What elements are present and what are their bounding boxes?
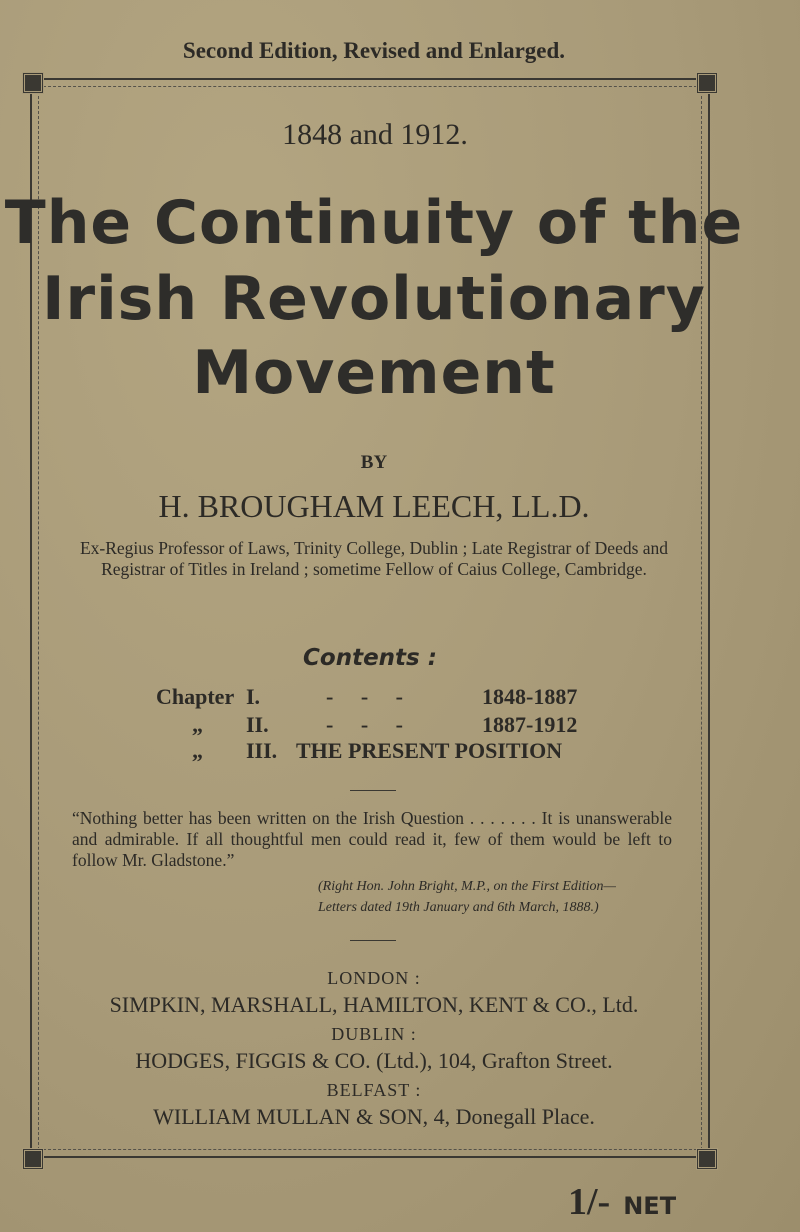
price-net: NET — [623, 1192, 677, 1220]
chapter-numeral: II. — [246, 712, 269, 737]
chapter-prefix: „ — [192, 712, 203, 737]
divider-rule — [350, 940, 396, 941]
review-quote: “Nothing better has been written on the Irish Question . . . . . . . It is unanswerable and admirable. If all thoughtful men could read it, few of them would be left to follow Mr. Gladstone.” — [72, 808, 672, 870]
chapter-dashes: - - - — [326, 684, 403, 709]
chapter-numeral: I. — [246, 684, 261, 709]
publisher-name: SIMPKIN, MARSHALL, HAMILTON, KENT & CO., Ltd. — [109, 992, 639, 1017]
publisher-city: BELFAST : — [326, 1080, 422, 1100]
corner-ornament-icon — [696, 72, 718, 94]
edition-note: Second Edition, Revised and Enlarged. — [182, 38, 566, 63]
quote-attribution-line-1: (Right Hon. John Bright, M.P., on the First Edition— — [318, 879, 617, 894]
contents-heading: Contents : — [303, 645, 437, 671]
title-line-3: Movement — [192, 338, 556, 408]
by-label: BY — [360, 452, 388, 473]
dates-heading: 1848 and 1912. — [282, 118, 468, 151]
chapter-numeral: III. — [246, 738, 278, 763]
title-line-2: Irish Revolutionary — [42, 264, 706, 334]
publisher-name: HODGES, FIGGIS & CO. (Ltd.), 104, Grafton Street. — [135, 1048, 613, 1073]
chapter-range: 1848-1887 — [482, 684, 578, 709]
chapter-prefix: „ — [192, 738, 203, 763]
chapter-title: THE PRESENT POSITION — [296, 738, 563, 763]
quote-attribution-line-2: Letters dated 19th January and 6th March, 1888.) — [318, 900, 599, 915]
price-label — [568, 1180, 676, 1224]
publisher-name: WILLIAM MULLAN & SON, 4, Donegall Place. — [153, 1104, 595, 1129]
corner-ornament-icon — [22, 1148, 44, 1170]
chapter-prefix: Chapter — [156, 684, 235, 709]
publisher-city: LONDON : — [327, 968, 421, 988]
chapter-range: 1887-1912 — [482, 712, 578, 737]
corner-ornament-icon — [696, 1148, 718, 1170]
divider-rule — [350, 790, 396, 791]
price-amount: 1/- — [568, 1181, 611, 1223]
chapter-dashes: - - - — [326, 712, 403, 737]
publisher-city: DUBLIN : — [331, 1024, 417, 1044]
author-description: Ex-Regius Professor of Laws, Trinity College, Dublin ; Late Registrar of Deeds and Registrar of Titles in Ireland ; sometime Fellow of Caius College, Cambridge. — [79, 538, 669, 579]
author-name: H. BROUGHAM LEECH, LL.D. — [158, 488, 590, 524]
title-line-1: The Continuity of the — [4, 188, 744, 258]
corner-ornament-icon — [22, 72, 44, 94]
